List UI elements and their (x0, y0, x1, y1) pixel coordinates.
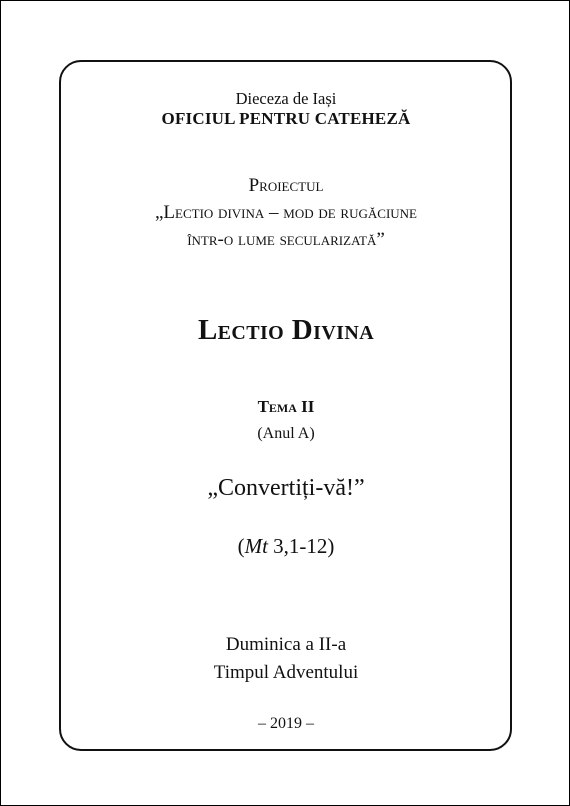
project-title-line-1: „Lectio divina – mod de rugăciune (155, 202, 417, 223)
office-name: OFICIUL PENTRU CATEHEZĂ (161, 109, 411, 128)
reference-book: Mt (244, 534, 268, 558)
document-title: Lectio Divina (197, 314, 375, 346)
liturgical-year: (Anul A) (257, 425, 315, 442)
reference-verses: 3,1-12) (267, 534, 335, 558)
project-title-line-2: într-o lume secularizată” (187, 229, 385, 250)
diocese-name: Dieceza de Iași (235, 89, 337, 108)
footer-year: – 2019 – (258, 715, 314, 732)
theme-label: Tema II (257, 397, 315, 416)
scripture-reference (1, 534, 570, 559)
reference-open-paren: ( (237, 534, 245, 558)
theme-subtitle: „Convertiți-vă!” (207, 475, 365, 501)
project-label: Proiectul (248, 175, 324, 196)
sunday-label: Duminica a II-a (225, 634, 347, 655)
season-label: Timpul Adventului (213, 662, 359, 683)
